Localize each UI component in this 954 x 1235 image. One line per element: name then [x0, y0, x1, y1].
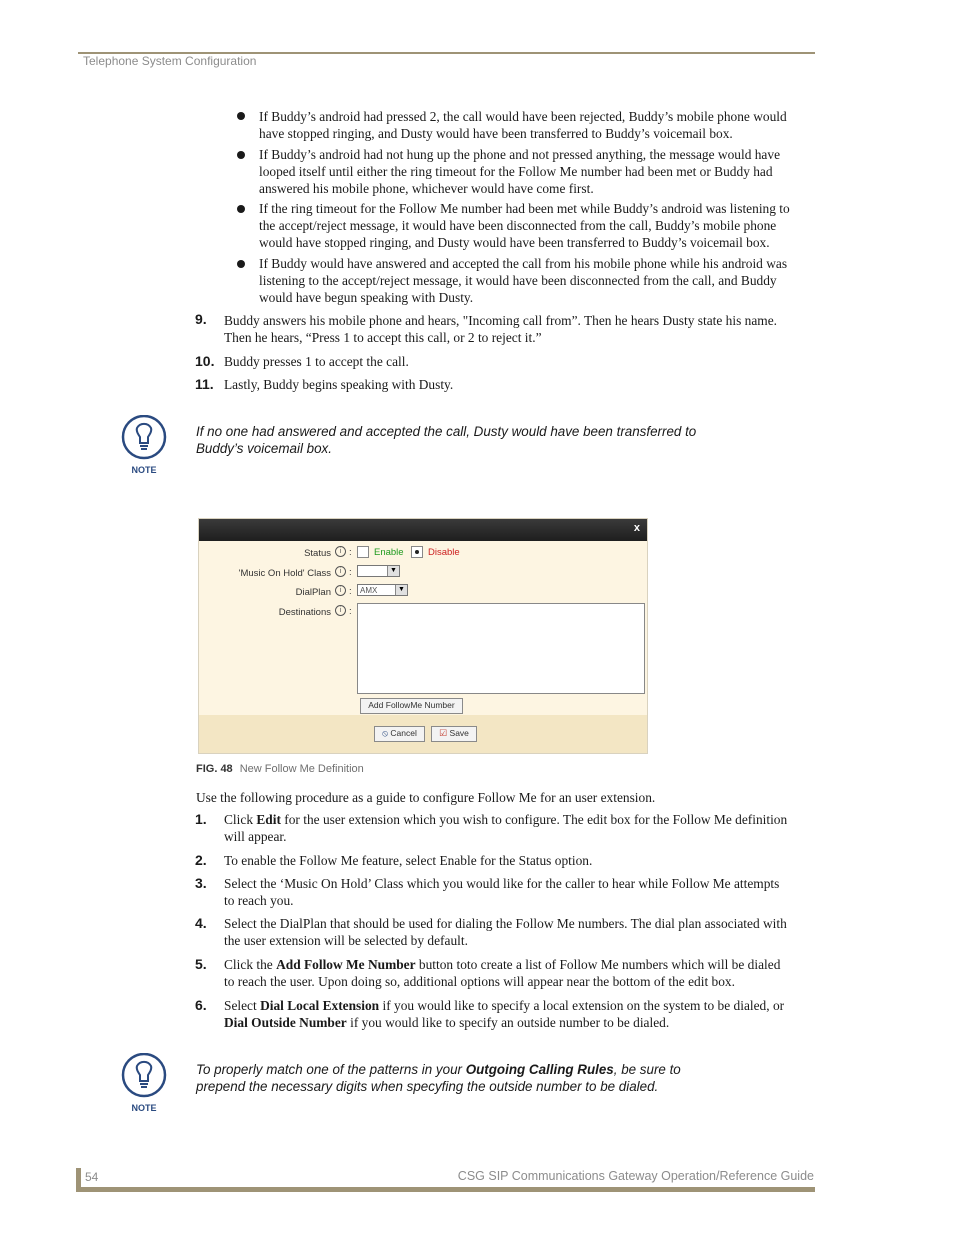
bullet-line: have stopped ringing, and Dusty would have been transferred to Buddy’s voicemail box. [259, 126, 733, 141]
bold-term: Add Follow Me Number [276, 957, 416, 972]
step-line [224, 956, 780, 973]
close-button[interactable]: x [633, 522, 640, 534]
step-text [224, 312, 777, 346]
step-number: 3. [195, 875, 207, 891]
step-line: Select the ‘Music On Hold’ Class which you would like for the caller to hear while Follow Me attempts [224, 876, 780, 891]
step-text [224, 875, 779, 909]
step-line [224, 1014, 784, 1031]
bullet-item [259, 200, 790, 251]
info-icon[interactable]: i [335, 566, 346, 577]
bullet-item [259, 108, 787, 142]
bullet-line: answered his mobile phone, whichever would have come first. [259, 181, 594, 196]
text-run: Select [224, 998, 261, 1013]
bullet-line: looped itself until either the ring timeout for the Follow Me number had been met or Buddy had [259, 164, 773, 179]
step-text [224, 852, 592, 869]
text-run: , be sure to [613, 1062, 681, 1077]
info-icon[interactable]: i [335, 585, 346, 596]
footer-title: CSG SIP Communications Gateway Operation/Reference Guide [457, 1169, 814, 1183]
note-lightbulb-icon [121, 1053, 167, 1115]
radio-selected-dot [415, 550, 419, 554]
enable-label: Enable [374, 547, 404, 558]
bullet-line: would have stopped ringing, and Dusty would have been transferred to Buddy’s voicemail box. [259, 235, 770, 250]
step-line: Then he hears, “Press 1 to accept this call, or 2 to reject it.” [224, 330, 542, 345]
text-run: Click the [224, 957, 277, 972]
step-number: 2. [195, 852, 207, 868]
step-line: will appear. [224, 829, 287, 844]
bullet-marker [237, 112, 245, 120]
text-run: if you would like to specify an outside number to be dialed. [346, 1015, 670, 1030]
text-run: To properly match one of the patterns in your [196, 1062, 466, 1077]
step-line: to reach you. [224, 893, 294, 908]
step-text [224, 915, 787, 949]
note-text [196, 423, 696, 457]
figure-number: FIG. 48 [196, 763, 233, 775]
note-text [196, 1061, 681, 1095]
step-number: 11. [195, 376, 214, 392]
step-number: 6. [195, 997, 207, 1013]
step-number: 10. [195, 353, 215, 369]
step-line: Lastly, Buddy begins speaking with Dusty. [224, 377, 454, 392]
bullet-line: If Buddy’s android had pressed 2, the call would have been rejected, Buddy’s mobile phone would [259, 109, 787, 124]
footer-rule [76, 1187, 815, 1192]
cancel-icon: ⦸ [382, 728, 389, 738]
info-icon[interactable]: i [335, 605, 346, 616]
bullet-line: If Buddy would have answered and accepted the call from his mobile phone while his android was [259, 256, 788, 271]
step-line: To enable the Follow Me feature, select Enable for the Status option. [224, 853, 593, 868]
bullet-item [259, 146, 780, 197]
save-button[interactable] [431, 726, 477, 742]
note-label: NOTE [131, 465, 157, 475]
follow-me-dialog [198, 518, 648, 754]
cancel-button[interactable] [374, 726, 425, 742]
figure-caption [196, 759, 364, 777]
dialog-footer [199, 715, 647, 753]
bold-term: Edit [256, 812, 281, 827]
enable-radio[interactable] [357, 546, 369, 558]
destinations-textarea[interactable] [357, 603, 645, 694]
step-number: 4. [195, 915, 207, 931]
step-line: Select the DialPlan that should be used for dialing the Follow Me numbers. The dial plan associated with [224, 916, 787, 931]
status-label: Status [304, 548, 331, 559]
disable-label: Disable [428, 547, 460, 558]
note-line: Buddy’s voicemail box. [196, 441, 332, 456]
step-line: to reach the user. Upon doing so, additional options will appear near the bottom of the edit box. [224, 974, 735, 989]
step-number: 5. [195, 956, 207, 972]
save-label: Save [449, 728, 469, 738]
bold-term: Dial Local Extension [260, 998, 380, 1013]
dialplan-value: AMX [360, 586, 378, 595]
step-line: Buddy answers his mobile phone and hears, "Incoming call from”. Then he hears Dusty state his name. [224, 313, 777, 328]
chevron-down-icon: ▼ [387, 566, 399, 576]
procedure-intro: Use the following procedure as a guide to configure Follow Me for an user extension. [196, 790, 656, 805]
disable-radio[interactable] [411, 546, 423, 558]
bullet-marker [237, 260, 245, 268]
dialplan-label: DialPlan [295, 587, 331, 598]
bold-term: Outgoing Calling Rules [465, 1062, 614, 1077]
cancel-label: Cancel [390, 728, 417, 738]
moh-class-select[interactable] [357, 565, 400, 577]
save-checkbox-icon: ☑ [439, 728, 448, 738]
note-lightbulb-icon [121, 415, 167, 477]
bullet-line: the accept/reject message, it would have been disconnected from the call, Buddy’s mobile phone [259, 218, 777, 233]
bullet-marker [237, 151, 245, 159]
destinations-label: Destinations [278, 607, 331, 618]
text-run: Click [224, 812, 257, 827]
step-text [224, 811, 787, 845]
bold-term: Dial Outside Number [224, 1015, 347, 1030]
moh-label: 'Music On Hold' Class [238, 568, 331, 579]
text-run: for the user extension which you wish to configure. The edit box for the Follow Me definition [280, 812, 788, 827]
text-run: button toto create a list of Follow Me numbers which will be dialed [415, 957, 781, 972]
dialog-titlebar [199, 519, 647, 541]
step-line [224, 997, 784, 1014]
bullet-line: If the ring timeout for the Follow Me number had been met while Buddy’s android was listening to [259, 201, 790, 216]
step-text [224, 376, 453, 393]
step-text [224, 997, 784, 1031]
bullet-marker [237, 205, 245, 213]
add-followme-number-button[interactable]: Add FollowMe Number [360, 698, 463, 714]
info-icon[interactable]: i [335, 546, 346, 557]
chevron-down-icon: ▼ [395, 585, 407, 595]
step-line: Buddy presses 1 to accept the call. [224, 354, 409, 369]
running-header: Telephone System Configuration [83, 54, 257, 68]
step-line: the user extension will be selected by default. [224, 933, 468, 948]
page-number: 54 [85, 1170, 99, 1184]
step-line [224, 811, 787, 828]
note-line [196, 1061, 681, 1078]
note-label: NOTE [131, 1103, 157, 1113]
step-number: 9. [195, 311, 207, 327]
bullet-item [259, 255, 787, 306]
note-line: prepend the necessary digits when specyfing the outside number to be dialed. [196, 1079, 659, 1094]
step-number: 1. [195, 811, 207, 827]
bullet-line: would have begun speaking with Dusty. [259, 290, 474, 305]
colon: : [349, 547, 352, 558]
colon: : [349, 606, 352, 617]
step-text [224, 956, 780, 990]
figure-caption-text: New Follow Me Definition [239, 763, 364, 775]
note-line: If no one had answered and accepted the call, Dusty would have been transferred to [196, 424, 697, 439]
bullet-line: If Buddy’s android had not hung up the phone and not pressed anything, the message would have [259, 147, 781, 162]
colon: : [349, 567, 352, 578]
text-run: if you would like to specify a local extension on the system to be dialed, or [379, 998, 785, 1013]
step-text [224, 353, 409, 370]
bullet-line: listening to the accept/reject message, it would have been disconnected from the call, and Buddy [259, 273, 777, 288]
dialplan-select[interactable] [357, 584, 408, 596]
colon: : [349, 586, 352, 597]
